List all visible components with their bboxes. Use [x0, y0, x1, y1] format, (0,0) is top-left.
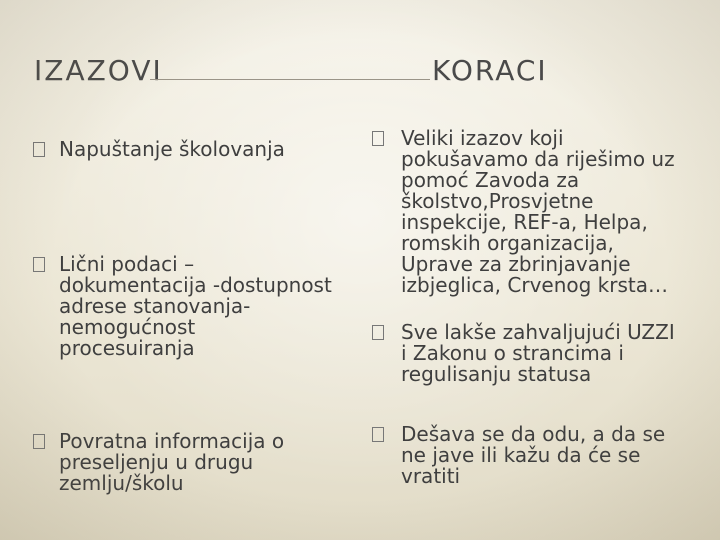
square-bullet-icon — [33, 257, 45, 272]
izazov-item — [33, 139, 349, 160]
korak-text: Dešava se da odu, a da se ne jave ili kažu da će se vratiti — [401, 422, 666, 488]
izazov-item — [33, 431, 349, 494]
square-bullet-icon — [372, 325, 384, 340]
izazov-text: Napuštanje školovanja — [59, 137, 285, 161]
square-bullet-icon — [372, 131, 384, 146]
square-bullet-icon — [33, 434, 45, 449]
izazov-text: Lični podaci – dokumentacija -dostupnost adrese stanovanja- nemogućnost procesuiranja — [59, 252, 332, 360]
izazov-text: Povratna informacija o preseljenju u drugu zemlju/školu — [59, 429, 285, 495]
korak-text: Sve lakše zahvaljujući UZZI i Zakonu o strancima i regulisanju statusa — [401, 320, 675, 386]
heading-izazovi: IZAZOVI — [34, 54, 163, 87]
heading-divider — [150, 79, 430, 80]
square-bullet-icon — [33, 142, 45, 157]
korak-item — [372, 128, 711, 296]
izazov-item — [33, 254, 349, 359]
heading-koraci: KORACI — [432, 54, 548, 87]
korak-text: Veliki izazov koji pokušavamo da riješimo uz pomoć Zavoda za školstvo,Prosvjetne inspekcije, REF-a, Helpa, romskih organizacija, Uprave za zbrinjavanje izbjeglica, Crvenog krsta… — [401, 126, 675, 297]
korak-item — [372, 322, 711, 385]
korak-item — [372, 424, 711, 487]
square-bullet-icon — [372, 427, 384, 442]
